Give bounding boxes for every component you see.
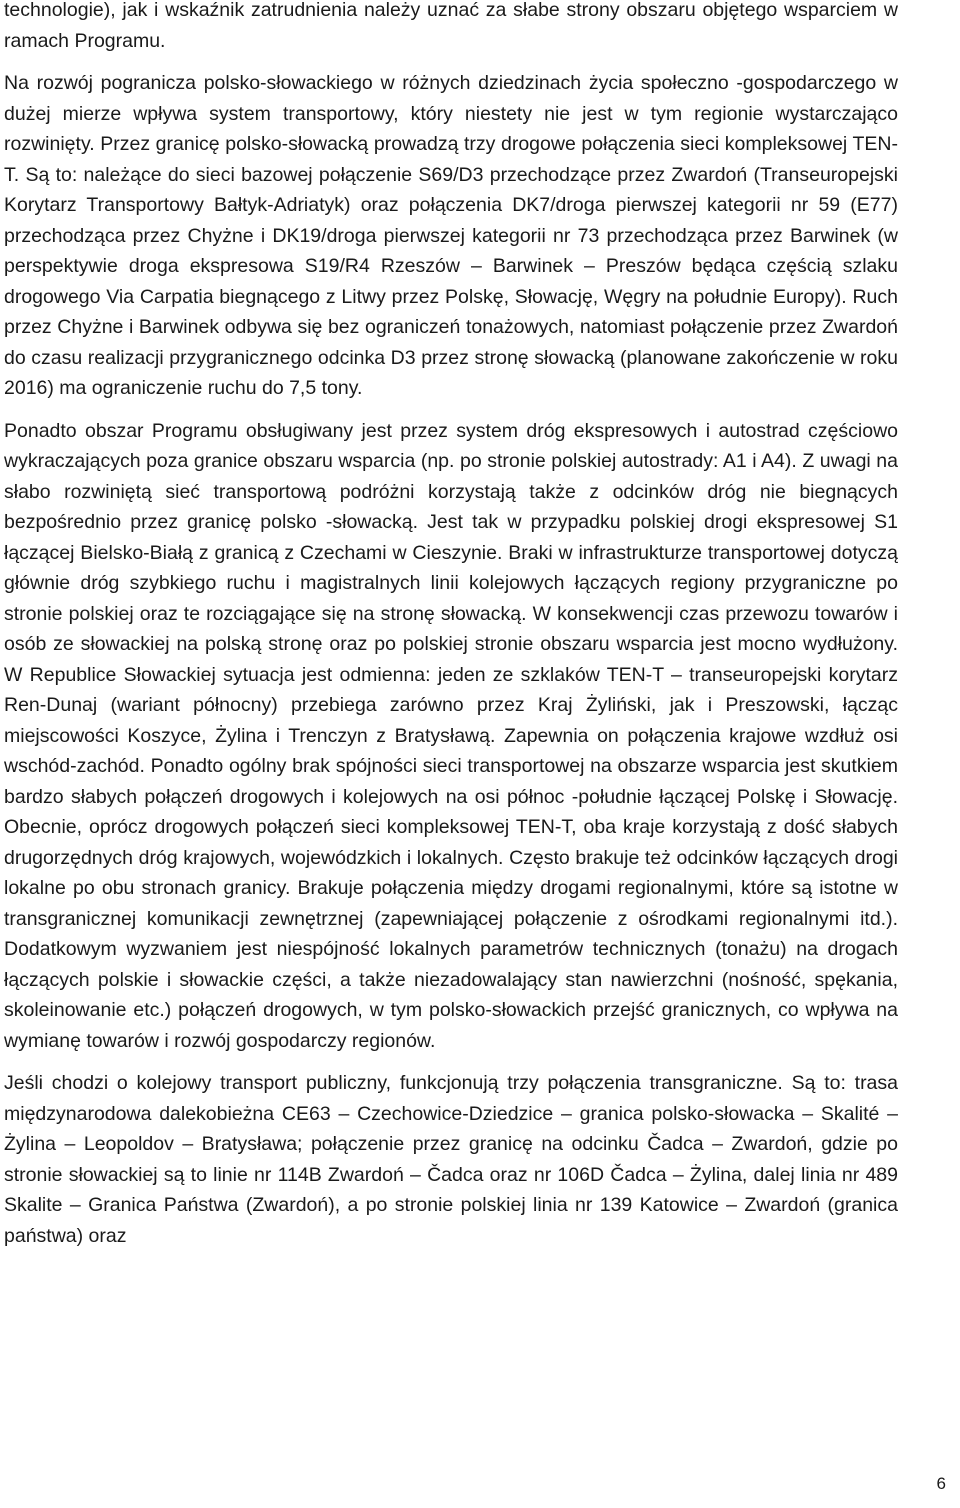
page-number: 6 xyxy=(936,1474,946,1493)
document-page xyxy=(4,0,898,1251)
paragraph-4: Jeśli chodzi o kolejowy transport publiczny, funkcjonują trzy połączenia transgraniczne. Są to: trasa międzynarodowa dalekobieżna CE63 – Czechowice-Dziedzice – granica polsko-słowacka – Skalité – Żylina – Leopoldov – Bratysława; połączenie przez granicę na odcinku Čadca – Zwardoń, gdzie po stronie słowackiej są to linie nr 114B Zwardoń – Čadca oraz nr 106D Čadca – Żylina, dalej linia nr 489 Skalite – Granica Państwa (Zwardoń), a po stronie polskiej linia nr 139 Katowice – Zwardoń (granica państwa) oraz xyxy=(4,1072,898,1247)
paragraph-2: Na rozwój pogranicza polsko-słowackiego w różnych dziedzinach życia społeczno -gospodarczego w dużej mierze wpływa system transportowy, który niestety nie jest w tym regionie wystarczająco rozwinięty. Przez granicę polsko-słowacką prowadzą trzy drogowe połączenia sieci kompleksowej TEN-T. Są to: należące do sieci bazowej połączenie S69/D3 przechodzące przez Zwardoń (Transeuropejski Korytarz Transportowy Bałtyk-Adriatyk) oraz połączenia DK7/droga pierwszej kategorii nr 59 (E77) przechodząca przez Chyżne i DK19/droga pierwszej kategorii nr 73 przechodząca przez Barwinek (w perspektywie droga ekspresowa S19/R4 Rzeszów – Barwinek – Preszów będąca częścią szlaku drogowego Via Carpatia biegnącego z Litwy przez Polskę, Słowację, Węgry na południe Europy). Ruch przez Chyżne i Barwinek odbywa się bez ograniczeń tonażowych, natomiast połączenie przez Zwardoń do czasu realizacji przygranicznego odcinka D3 przez stronę słowacką (planowane zakończenie w roku 2016) ma ograniczenie ruchu do 7,5 tony. xyxy=(4,72,898,399)
paragraph-1: technologie), jak i wskaźnik zatrudnienia należy uznać za słabe strony obszaru objętego wsparciem w ramach Programu. xyxy=(4,0,898,52)
paragraph-3: Ponadto obszar Programu obsługiwany jest przez system dróg ekspresowych i autostrad częściowo wykraczających poza granice obszaru wsparcia (np. po stronie polskiej autostrady: A1 i A4). Z uwagi na słabo rozwiniętą sieć transportową podróżni korzystają także z odcinków dróg nie biegnących bezpośrednio przez granicę polsko -słowacką. Jest tak w przypadku polskiej drogi ekspresowej S1 łączącej Bielsko-Białą z granicą z Czechami w Cieszynie. Braki w infrastrukturze transportowej dotyczą głównie dróg szybkiego ruchu i magistralnych linii kolejowych łączących regiony przygraniczne po stronie polskiej oraz te rozciągające się na stronę słowacką. W konsekwencji czas przewozu towarów i osób ze słowackiej na polską stronę oraz po polskiej stronie obszaru wsparcia jest mocno wydłużony. W Republice Słowackiej sytuacja jest odmienna: jeden ze szklaków TEN-T – transeuropejski korytarz Ren-Dunaj (wariant północny) przebiega zarówno przez Kraj Żyliński, jak i Preszowski, łącząc miejscowości Koszyce, Żylina i Trenczyn z Bratysławą. Zapewnia on połączenia krajowe wzdłuż osi wschód-zachód. Ponadto ogólny brak spójności sieci transportowej na obszarze wsparcia jest skutkiem bardzo słabych połączeń drogowych i kolejowych na osi północ -południe łączącej Polskę i Słowację. Obecnie, oprócz drogowych połączeń sieci kompleksowej TEN-T, oba kraje korzystają z dość słabych drugorzędnych dróg krajowych, wojewódzkich i lokalnych. Często brakuje też odcinków łączących drogi lokalne po obu stronach granicy. Brakuje połączenia między drogami regionalnymi, które są istotne w transgranicznej komunikacji zewnętrznej (zapewniającej połączenie z ośrodkami regionalnymi itd.). Dodatkowym wyzwaniem jest niespójność lokalnych parametrów technicznych (tonażu) na drogach łączących polskie i słowackie części, a także niezadowalający stan nawierzchni (nośność, spękania, skoleinowanie etc.) połączeń drogowych, w tym polsko-słowackich przejść granicznych, co wpływa na wymianę towarów i rozwój gospodarczy regionów. xyxy=(4,419,898,1052)
